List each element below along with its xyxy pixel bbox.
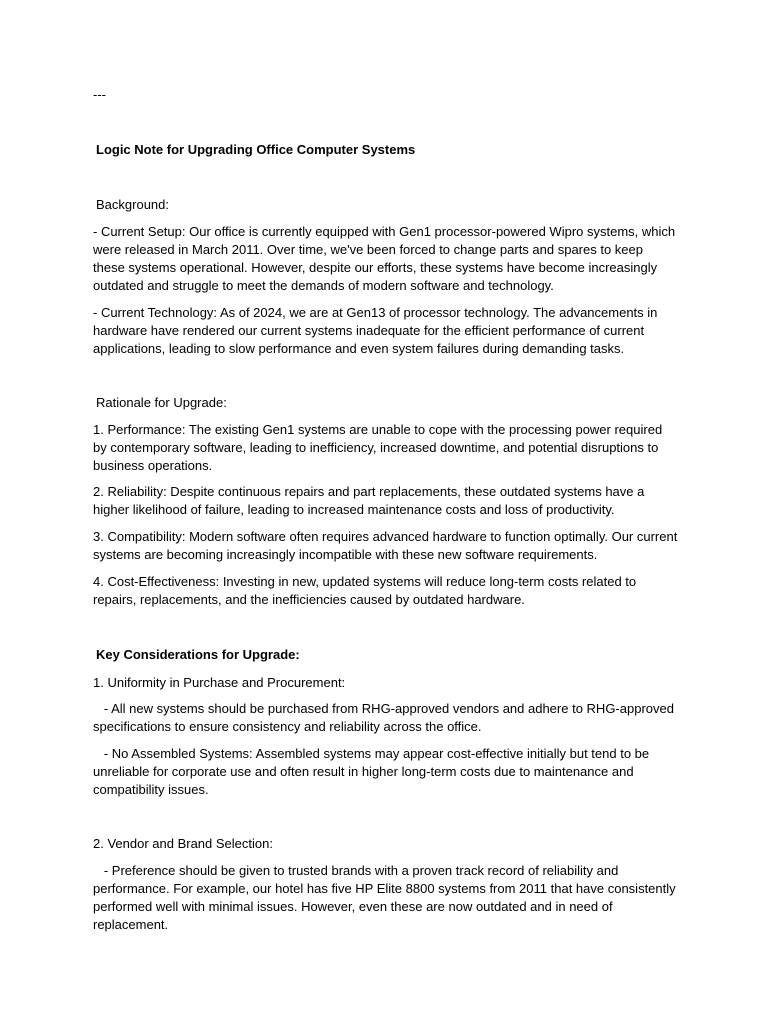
vendor-heading: 2. Vendor and Brand Selection: xyxy=(93,836,273,851)
considerations-heading: Key Considerations for Upgrade: xyxy=(96,647,300,662)
rationale-item-performance: 1. Performance: The existing Gen1 systems are unable to cope with the processing power required by contemporary software, leading to inefficiency, increased downtime, and potential disruptions to business operations. xyxy=(93,422,663,473)
vendor-point-text: - Preference should be given to trusted brands with a proven track record of reliability and performance. For example, our hotel has five HP Elite 8800 systems from 2011 that have consistently performed well with minimal issues. However, even these are now outdated and in need of replacement. xyxy=(93,863,680,932)
rationale-item-compatibility: 3. Compatibility: Modern software often requires advanced hardware to function optimally. Our current systems are becoming increasingly incompatible with these new software requirements. xyxy=(93,529,678,562)
rationale-item-cost-effectiveness: 4. Cost-Effectiveness: Investing in new, updated systems will reduce long-term costs related to repairs, replacements, and the inefficiencies caused by outdated hardware. xyxy=(93,574,637,607)
uniformity-point-text: - No Assembled Systems: Assembled systems may appear cost-effective initially but tend to be unreliable for corporate use and often result in higher long-term costs due to maintenance and compatibility issues. xyxy=(93,746,653,797)
background-heading: Background: xyxy=(96,197,169,212)
document-title: Logic Note for Upgrading Office Computer Systems xyxy=(96,142,416,157)
background-current-technology: - Current Technology: As of 2024, we are at Gen13 of processor technology. The advancements in hardware have rendered our current systems inadequate for the efficient performance of current applications, leading to slow performance and even system failures during demanding tasks. xyxy=(93,305,658,356)
uniformity-point-approved-vendors xyxy=(93,700,678,736)
uniformity-heading: 1. Uniformity in Purchase and Procurement: xyxy=(93,675,346,690)
indent-space xyxy=(93,863,104,878)
background-current-setup: - Current Setup: Our office is currently equipped with Gen1 processor-powered Wipro systems, which were released in March 2011. Over time, we've been forced to change parts and spares to keep these systems operational. However, despite our efforts, these systems have become increasingly outdated and struggle to meet the demands of modern software and technology. xyxy=(93,224,676,293)
indent-space xyxy=(93,701,104,716)
separator-line: --- xyxy=(93,87,106,102)
rationale-heading: Rationale for Upgrade: xyxy=(96,395,227,410)
vendor-point-trusted-brands xyxy=(93,862,678,934)
rationale-item-reliability: 2. Reliability: Despite continuous repairs and part replacements, these outdated systems have a higher likelihood of failure, leading to increased maintenance costs and loss of productivity. xyxy=(93,484,645,517)
uniformity-point-no-assembled xyxy=(93,745,678,799)
uniformity-point-text: - All new systems should be purchased from RHG-approved vendors and adhere to RHG-approved specifications to ensure consistency and reliability across the office. xyxy=(93,701,678,734)
indent-space xyxy=(93,746,104,761)
